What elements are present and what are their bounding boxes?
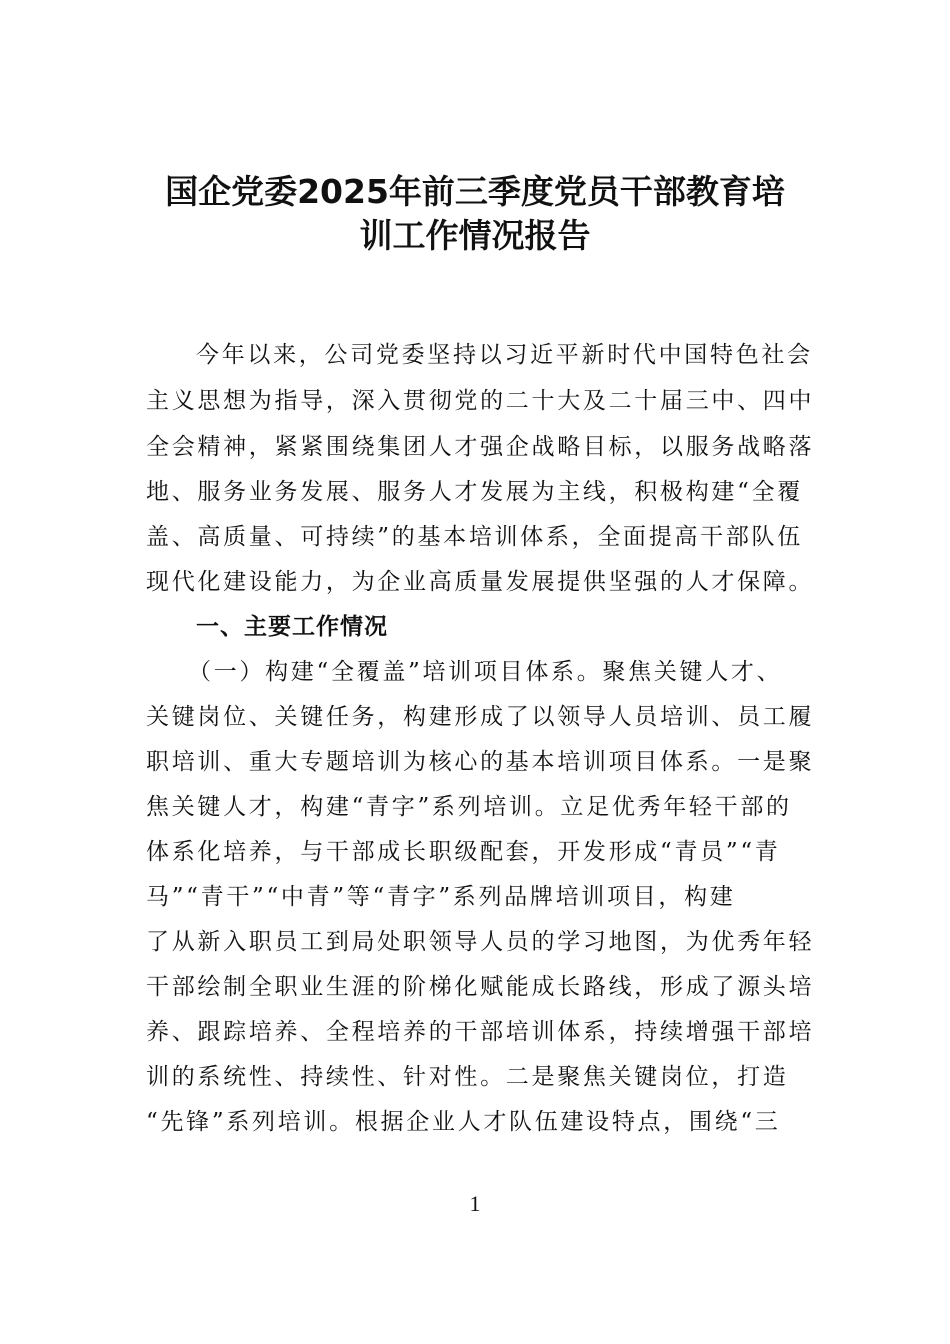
paragraph-line: 焦关键人才，构建“青字”系列培训。立足优秀年轻干部的 bbox=[146, 794, 792, 820]
paragraph-line: 盖、高质量、可持续”的基本培训体系，全面提高干部队伍 bbox=[146, 524, 803, 550]
paragraph-line: 现代化建设能力，为企业高质量发展提供坚强的人才保障。 bbox=[146, 569, 815, 595]
paragraph-line: 地、服务业务发展、服务人才发展为主线，积极构建“全覆 bbox=[146, 479, 803, 505]
paragraph-line: 训的系统性、持续性、针对性。二是聚焦关键岗位，打造 bbox=[146, 1064, 789, 1090]
paragraph-line: 体系化培养，与干部成长职级配套，开发形成“青员”“青 bbox=[146, 839, 781, 865]
paragraph-line: 今年以来，公司党委坚持以习近平新时代中国特色社会 bbox=[196, 342, 813, 368]
paragraph-line: 主义思想为指导，深入贯彻党的二十大及二十届三中、四中 bbox=[146, 388, 815, 414]
paragraph-line: 全会精神，紧紧围绕集团人才强企战略目标，以服务战略落 bbox=[146, 434, 815, 460]
section-heading: 一、主要工作情况 bbox=[196, 614, 388, 640]
document-title-line-2: 训工作情况报告 bbox=[359, 216, 591, 255]
subsection-heading-line: （一）构建“全覆盖”培训项目体系。聚焦关键人才、 bbox=[188, 659, 783, 685]
document-title-line-1: 国企党委2025年前三季度党员干部教育培 bbox=[165, 172, 785, 211]
paragraph-line: 关键岗位、关键任务，构建形成了以领导人员培训、员工履 bbox=[146, 704, 815, 730]
paragraph-line: 职培训、重大专题培训为核心的基本培训项目体系。一是聚 bbox=[146, 749, 815, 775]
paragraph-line: 马”“青干”“中青”等“青字”系列品牌培训项目，构建 bbox=[146, 884, 736, 910]
paragraph-line: 养、跟踪培养、全程培养的干部培训体系，持续增强干部培 bbox=[146, 1019, 815, 1045]
paragraph-line: 干部绘制全职业生涯的阶梯化赋能成长路线，形成了源头培 bbox=[146, 974, 815, 1000]
page-number: 1 bbox=[469, 1191, 481, 1216]
paragraph-line: “先锋”系列培训。根据企业人才队伍建设特点，围绕“三 bbox=[146, 1109, 781, 1135]
paragraph-line: 了从新入职员工到局处职领导人员的学习地图，为优秀年轻 bbox=[146, 929, 815, 955]
